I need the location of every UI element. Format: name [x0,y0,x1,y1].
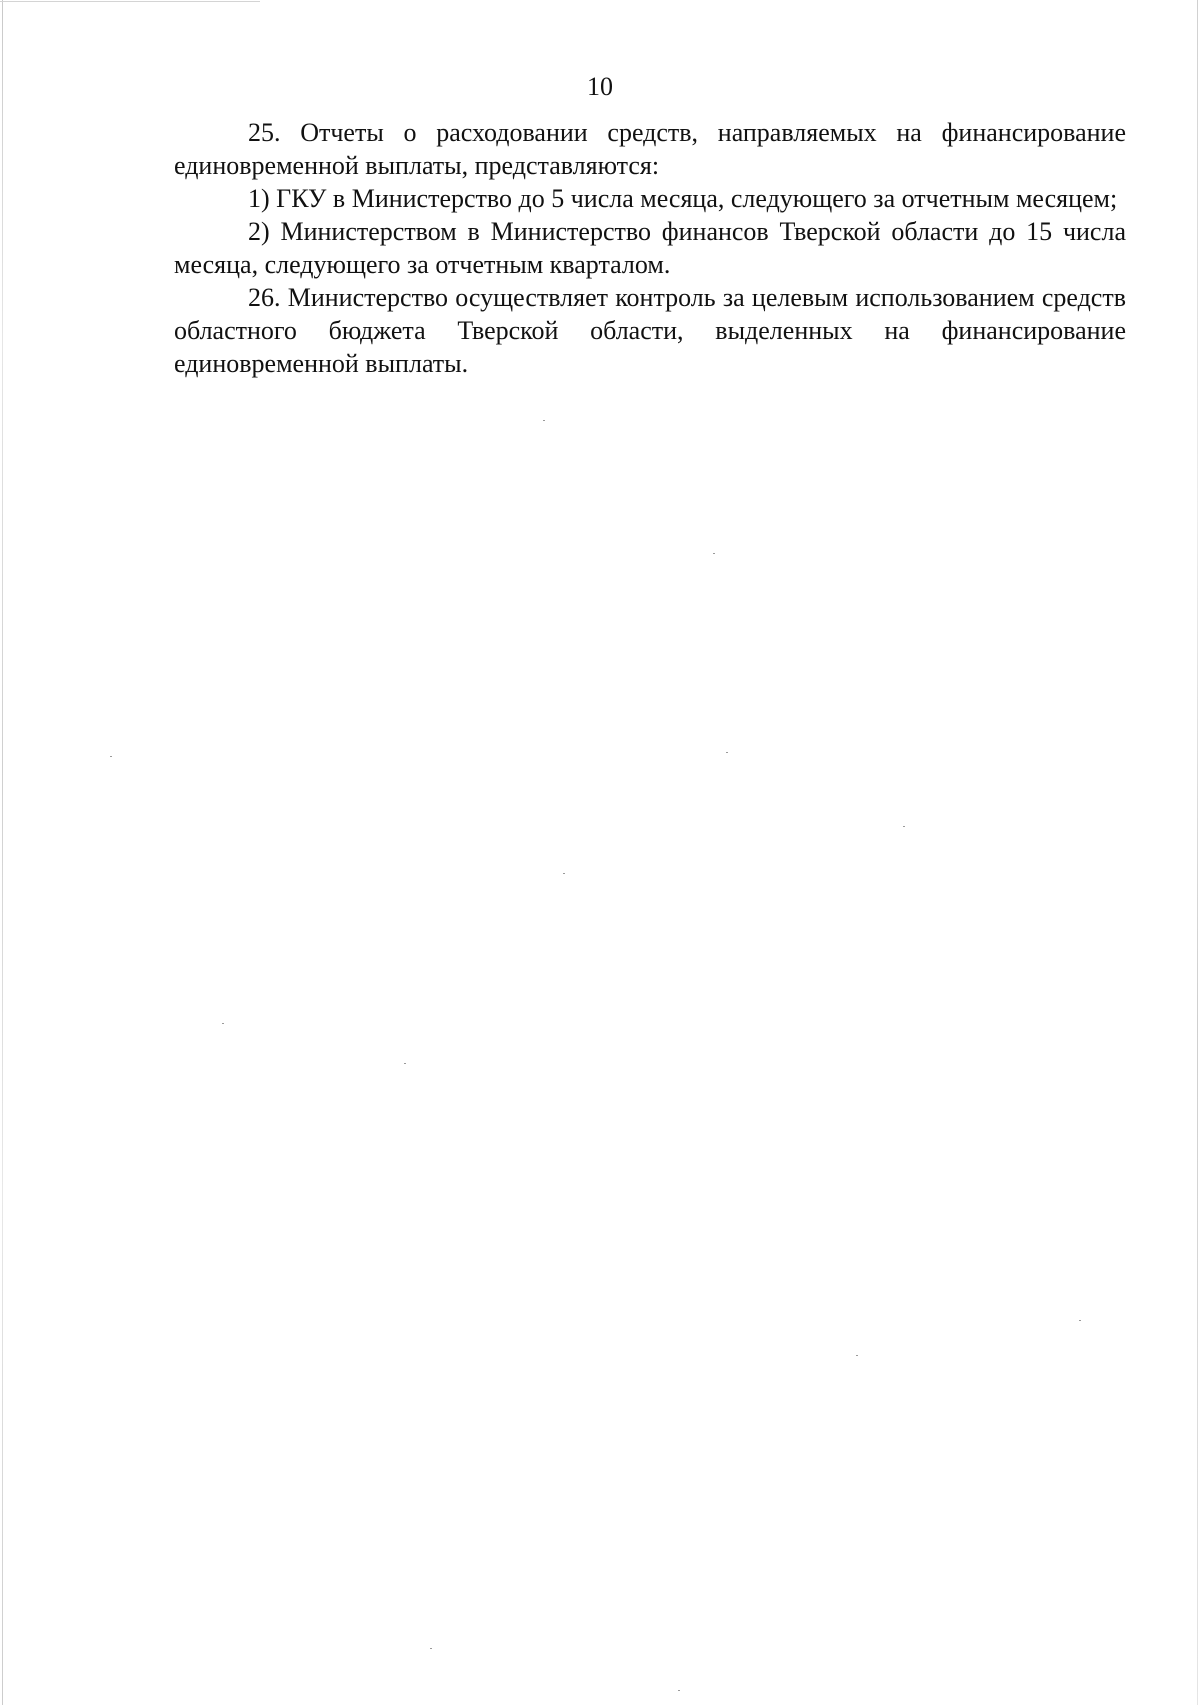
scan-speck [563,873,565,874]
scan-speck [713,553,715,554]
paragraph-26: 26. Министерство осуществляет контроль за целевым использованием средств областного бюджета Тверской области, выделенных на финансирование единовременной выплаты. [174,283,1126,378]
scan-speck [543,420,545,421]
paragraph-25: 25. Отчеты о расходовании средств, направляемых на финансирование единовременной выплаты, представляются: [174,118,1126,180]
paragraph-25-item-2: 2) Министерством в Министерство финансов Тверской области до 15 числа месяца, следующего за отчетным кварталом. [174,217,1126,279]
scan-edge-right [1197,0,1198,1705]
scan-speck [856,1355,858,1356]
scan-speck [222,1023,224,1024]
scan-speck [430,1648,432,1649]
scan-speck [1079,1320,1081,1321]
document-body [174,116,1126,380]
scan-speck [404,1063,406,1064]
scan-speck [678,1690,680,1691]
page-number: 10 [587,72,613,101]
scan-speck [110,756,112,757]
scan-edge-top [0,1,260,2]
scan-speck [903,826,905,827]
paragraph-25-item-1: 1) ГКУ в Министерство до 5 числа месяца, следующего за отчетным месяцем; [248,184,1118,213]
scan-edge-left [2,0,3,1705]
scan-speck [726,752,728,753]
